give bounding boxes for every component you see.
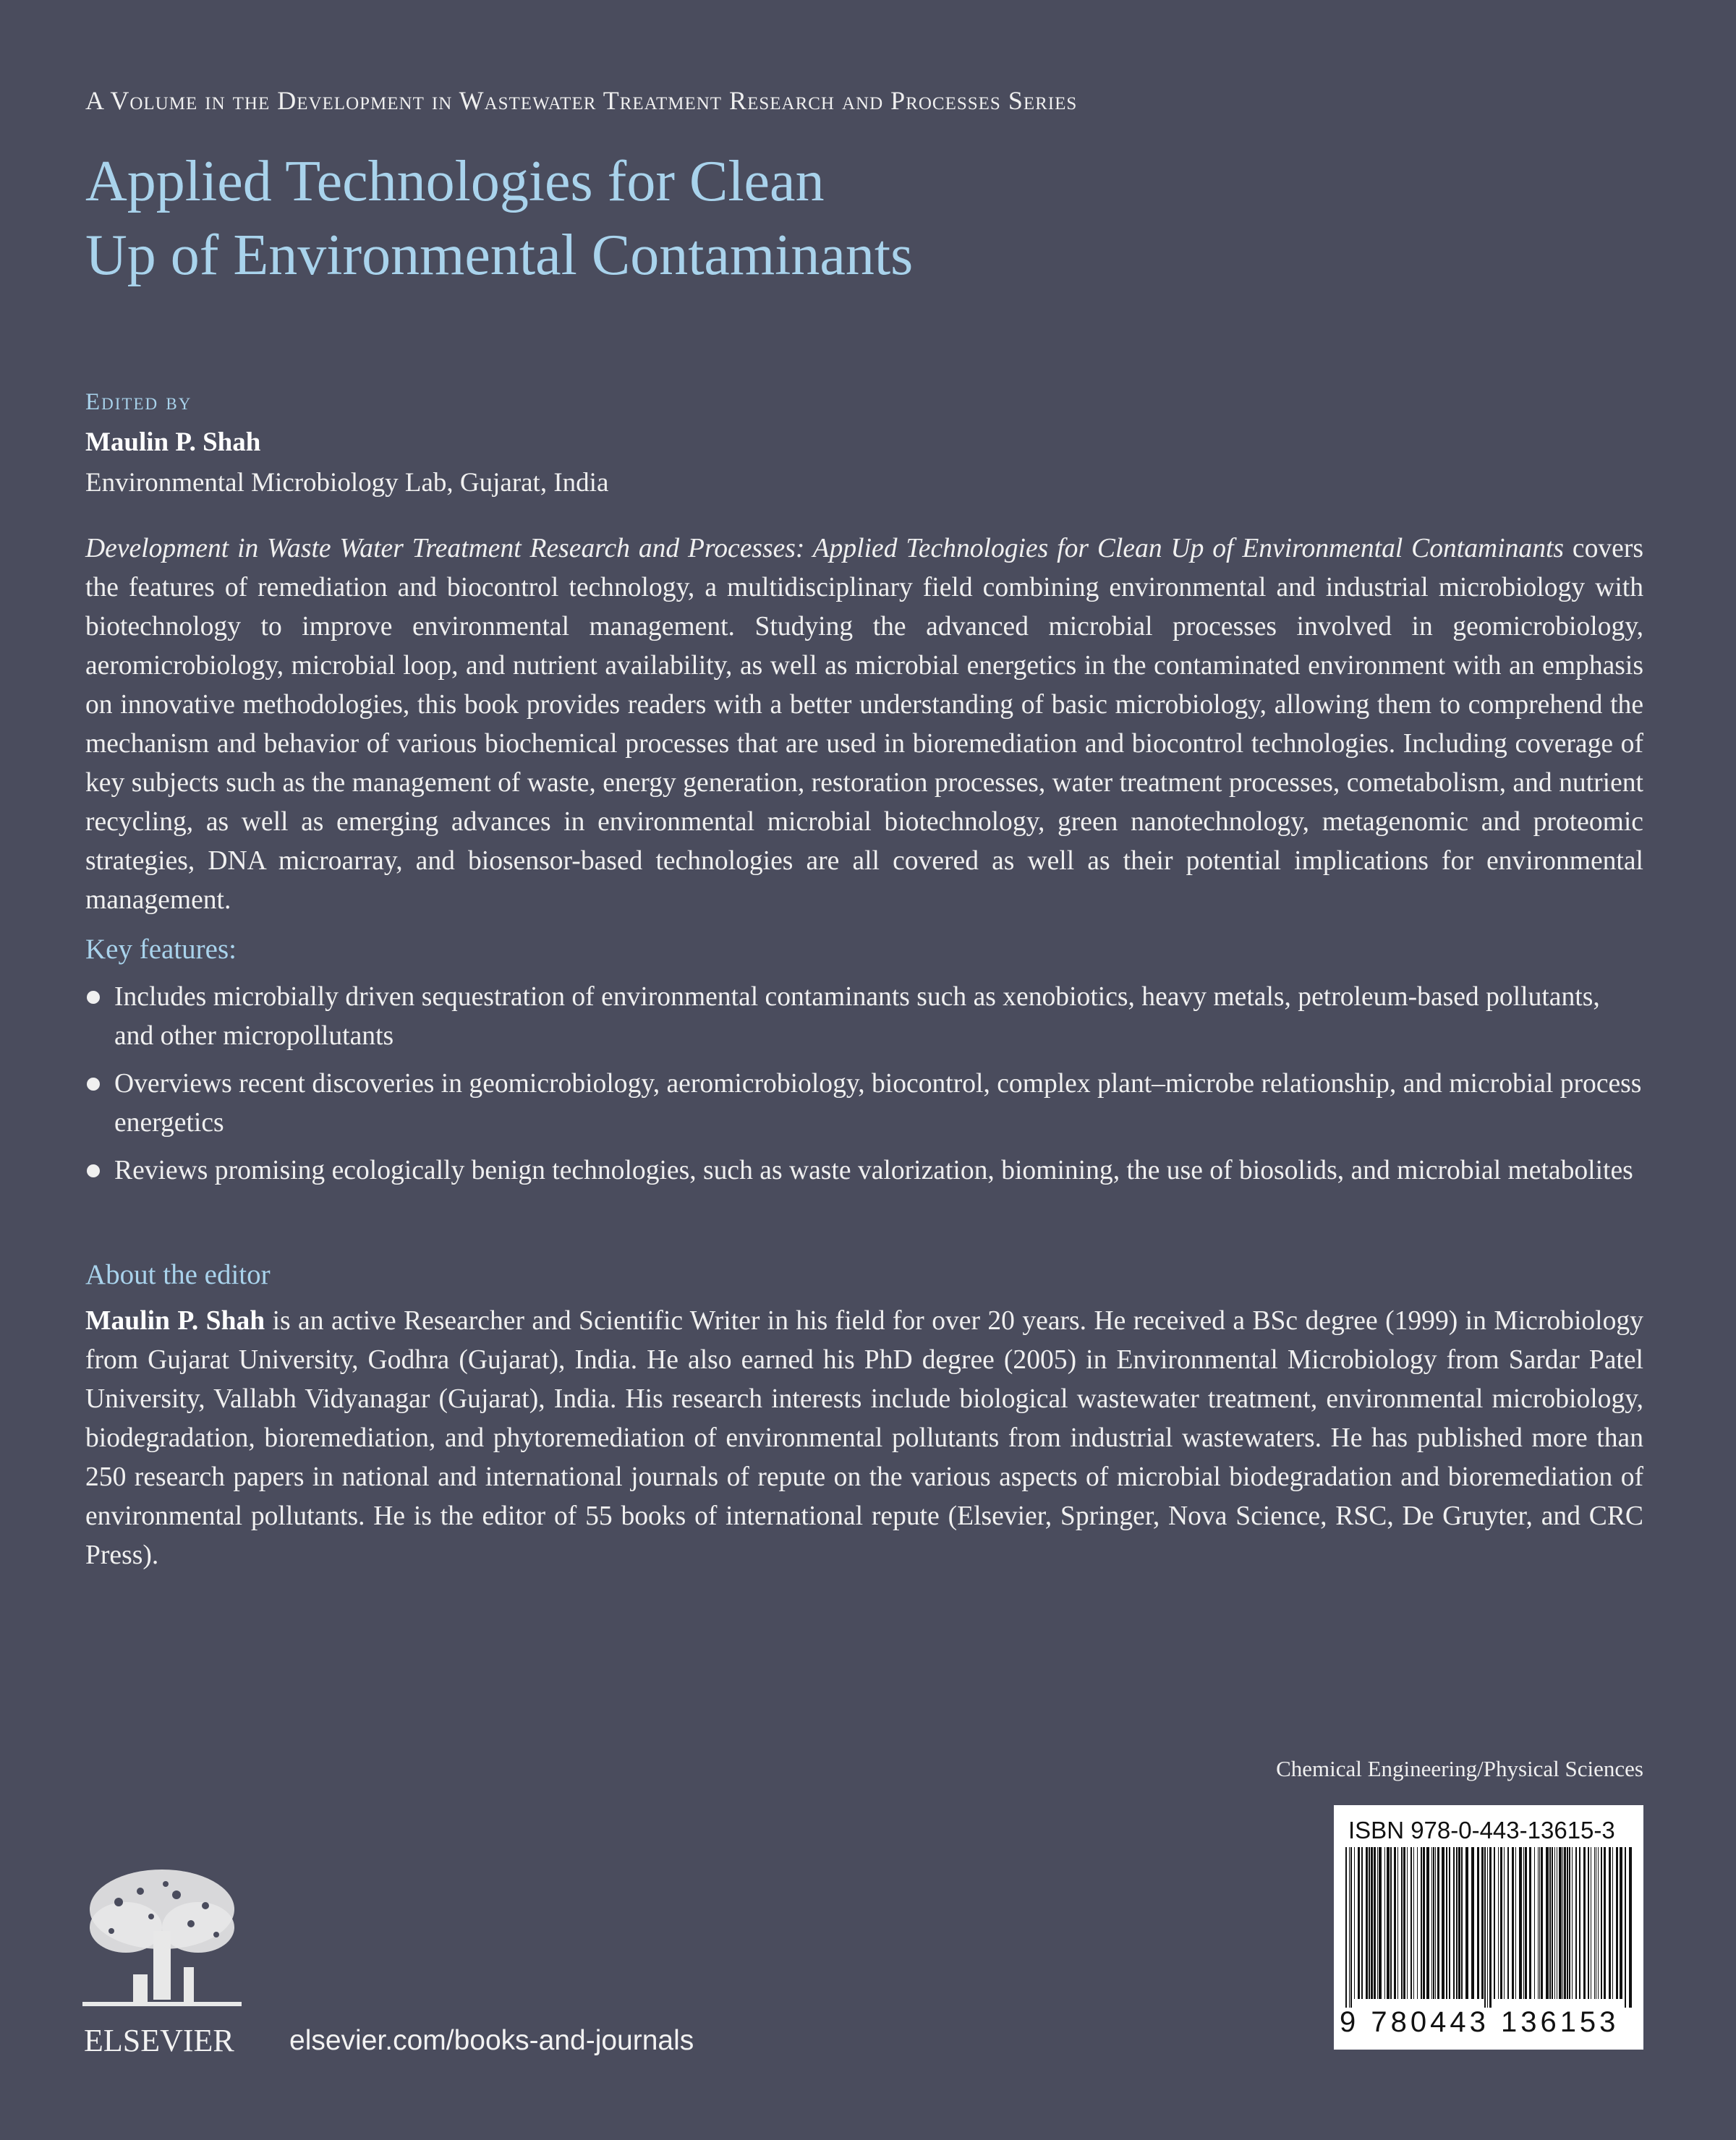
barcode-bar [1366,1847,1368,1999]
barcode-bar [1374,1847,1376,1999]
barcode-bar [1569,1847,1570,1999]
publisher-url[interactable]: elsevier.com/books-and-journals [289,2025,694,2056]
barcode-bar [1354,1847,1355,1999]
barcode-bar [1471,1847,1474,1999]
barcode-bar [1572,1847,1573,1999]
barcode-bar [1515,1847,1516,1999]
barcode-bar [1612,1847,1613,1999]
barcode-bar [1465,1847,1468,1999]
barcode-bar [1417,1847,1418,1999]
barcode-bar [1407,1847,1408,1999]
barcode-bar [1449,1847,1450,1999]
isbn-digits: 9 780443 136153 [1340,2006,1620,2038]
bullet-icon [87,1164,100,1177]
feature-text: Includes microbially driven sequestration of environmental contaminants such as xenobiotics, heavy metals, petroleum-based pollutants, and other micropollutants [114,982,1600,1051]
barcode-bar [1461,1847,1463,1999]
book-title [85,145,1387,292]
barcode-bar [1433,1847,1434,1999]
about-editor-text [85,1302,1643,1575]
barcode-bar [1377,1847,1378,1999]
barcode-bar [1345,1847,1347,2008]
barcode-bar [1559,1847,1562,1999]
barcode-bar [1350,1847,1352,2008]
key-features-list [85,978,1643,1199]
barcode-bar [1583,1847,1586,1999]
barcode-bar [1384,1847,1385,1999]
barcode-bar [1541,1847,1543,1999]
isbn-label: ISBN 978-0-443-13615-3 [1348,1817,1615,1843]
barcode-bar [1477,1847,1479,1999]
barcode-bar [1562,1847,1563,1999]
barcode-bar [1456,1847,1458,1999]
barcode-bar [1512,1847,1514,1999]
barcode-bar [1361,1847,1363,1999]
barcode-bar [1546,1847,1549,1999]
barcode-bar [1529,1847,1531,1999]
barcode-bar [1435,1847,1436,1999]
description [85,529,1643,920]
barcode-bar [1525,1847,1527,1999]
barcode-bar [1625,1847,1626,2008]
barcode-bar [1358,1847,1360,1999]
barcode-bar [1539,1847,1540,1999]
barcode-bar [1629,1847,1632,2008]
barcode-bar [1371,1847,1373,1999]
barcode-bar [1413,1847,1414,1999]
isbn-barcode [1334,1805,1643,2050]
title-line-2: Up of Environmental Contaminants [85,223,914,287]
elsevier-tree-logo-icon [82,1866,242,2018]
about-editor-bio: is an active Researcher and Scientific Writer in his field for over 20 years. He received a BSc degree (1999) in Microbiology from Gujarat University, Godhra (Gujarat), India. He also earned his PhD degree (2005) in Environmental Microbiology from Sardar Patel University, Vallabh Vidyanagar (Gujarat), India. His research interests include biological wastewater treatment, environmental microbiology, biodegradation, bioremediation, and phytoremediation of environmental pollutants from industrial wastewaters. He has published more than 250 research papers in national and international journals of repute on the various aspects of microbial biodegradation and bioremediation of environmental pollutants. He is the editor of 55 books of international repute (Elsevier, Springer, Nova Science, RSC, De Gruyter, and CRC Press). [85,1306,1643,1570]
barcode-bar [1481,1847,1484,1999]
barcode-bar [1519,1847,1522,1999]
barcode-bar [1507,1847,1509,1999]
barcode-bar [1394,1847,1396,1999]
barcode-bar [1442,1847,1444,1999]
barcode-bar [1534,1847,1535,1999]
editor-name: Maulin P. Shah [85,427,261,457]
title-line-1: Applied Technologies for Clean [85,150,825,213]
barcode-bar [1390,1847,1392,1999]
editor-affiliation: Environmental Microbiology Lab, Gujarat, India [85,468,609,498]
barcode-bar [1552,1847,1553,1999]
feature-item [85,978,1643,1056]
barcode-bar [1498,1847,1499,1999]
barcode-bar [1349,1847,1350,2008]
about-editor-heading: About the editor [85,1259,271,1290]
barcode-bar [1620,1847,1622,1999]
barcode-bar [1609,1847,1611,1999]
description-italic-title: Development in Waste Water Treatment Research and Processes: Applied Technologies for Clean Up of Environmental Contaminants [85,534,1565,563]
barcode-bar [1554,1847,1555,1999]
description-body: covers the features of remediation and biocontrol technology, a multidisciplinary field combining environmental and industrial microbiology with biotechnology to improve environmental management. Studying the advanced microbial processes involved in geomicrobiology, aeromicrobiology, microbial loop, and nutrient availability, as well as microbial energetics in the contaminated environment with an emphasis on innovative methodologies, this book provides readers with a better understanding of basic microbiology, allowing them to comprehend the mechanism and behavior of various biochemical processes that are used in bioremediation and biocontrol technologies. Including coverage of key subjects such as the management of waste, energy generation, restoration processes, water treatment processes, cometabolism, and nutrient recycling, as well as emerging advances in environmental microbial biotechnology, green nanotechnology, metagenomic and proteomic strategies, DNA microarray, and biosensor-based technologies are all covered as well as their potential implications for environmental management. [85,534,1643,915]
elsevier-wordmark: ELSEVIER [84,2023,234,2058]
barcode-bar [1564,1847,1566,1999]
barcode-bar [1601,1847,1602,1999]
barcode-bar [1437,1847,1439,1999]
feature-text: Overviews recent discoveries in geomicrobiology, aeromicrobiology, biocontrol, complex plant–microbe relationship, and microbial process energetics [114,1069,1642,1138]
barcode-bar [1575,1847,1577,1999]
barcode-bar [1604,1847,1606,1999]
barcode-bar [1567,1847,1568,1999]
barcode-bar [1431,1847,1432,1999]
barcode-bar [1458,1847,1460,1999]
barcode-bar [1579,1847,1580,1999]
barcode-bar [1616,1847,1618,1999]
series-line: A Volume in the Development in Wastewater Treatment Research and Processes Series [85,86,1078,115]
barcode-bar [1453,1847,1455,1999]
barcode-bar [1403,1847,1405,1999]
feature-text: Reviews promising ecologically benign technologies, such as waste valorization, biomining, the use of biosolids, and microbial metabolites [114,1156,1633,1185]
barcode-bar [1494,1847,1495,1999]
feature-item [85,1065,1643,1143]
feature-item [85,1151,1643,1190]
barcode-bar [1504,1847,1505,1999]
barcode-bar [1484,1847,1486,2008]
subject-category: Chemical Engineering/Physical Sciences [1276,1756,1643,1781]
barcode-bar [1410,1847,1412,1999]
barcode-bar [1387,1847,1390,1999]
about-editor-name: Maulin P. Shah [85,1306,265,1336]
barcode-bar [1598,1847,1599,1999]
barcode-icon [1344,1847,1633,2008]
barcode-bar [1523,1847,1524,1999]
barcode-bar [1369,1847,1370,1999]
bullet-icon [87,1078,100,1091]
barcode-bar [1401,1847,1403,1999]
barcode-bar [1446,1847,1447,1999]
barcode-bar [1500,1847,1502,1999]
barcode-bar [1538,1847,1539,1999]
barcode-bar [1397,1847,1398,1999]
barcode-bar [1426,1847,1429,1999]
barcode-bar [1549,1847,1551,1999]
barcode-bar [1489,1847,1492,2008]
barcode-bar [1588,1847,1589,1999]
bullet-icon [87,991,100,1004]
key-features-heading: Key features: [85,934,237,965]
edited-by-label: Edited by [85,389,192,415]
barcode-bar [1487,1847,1488,2008]
barcode-bar [1423,1847,1425,1999]
barcode-bar [1379,1847,1382,1999]
barcode-bar [1594,1847,1595,1999]
barcode-bar [1421,1847,1422,1999]
